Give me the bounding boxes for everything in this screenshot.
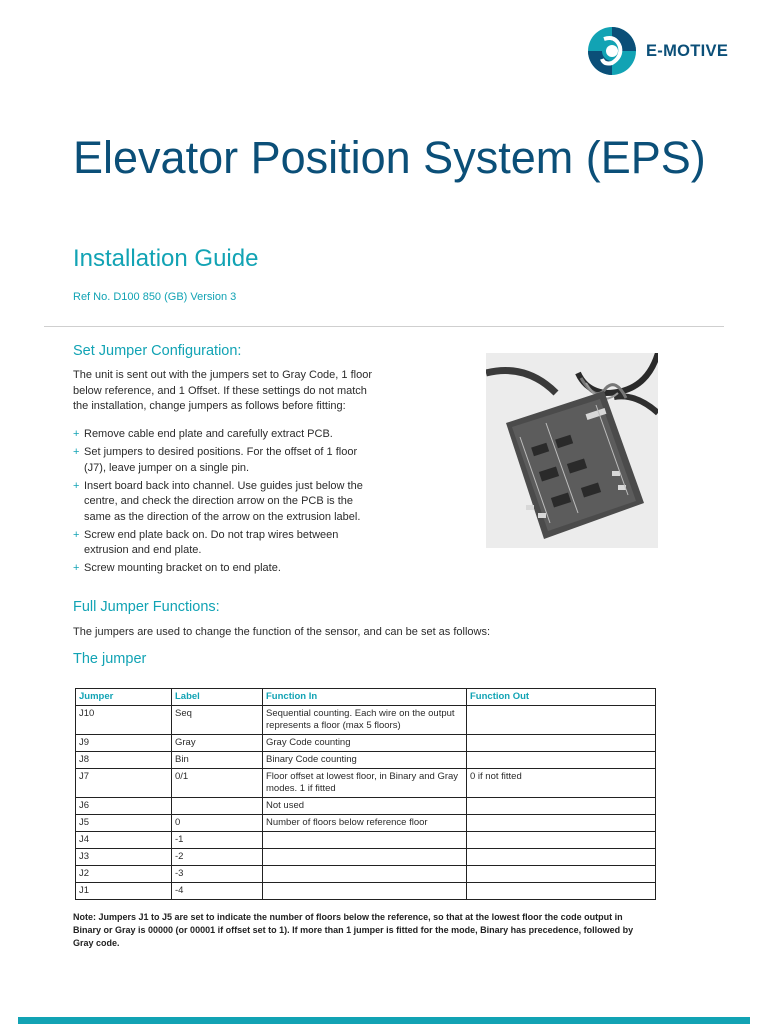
cell-jumper: J1: [76, 883, 172, 900]
cell-jumper: J6: [76, 798, 172, 815]
cell-jumper: J7: [76, 769, 172, 798]
cell-jumper: J2: [76, 866, 172, 883]
cell-label: 0/1: [172, 769, 263, 798]
plus-bullet-icon: +: [73, 445, 80, 458]
cell-jumper: J3: [76, 849, 172, 866]
brand-logo: [586, 25, 734, 77]
cell-label: -3: [172, 866, 263, 883]
table-note: Note: Jumpers J1 to J5 are set to indicate the number of floors below the reference, so that at the lowest floor the code output in Binary or Gray is 00000 (or 00001 if offset set to 1). If more than 1 jumper is fitted for the mode, Binary has precedence, followed by Gray code.: [73, 912, 634, 948]
plus-bullet-icon: +: [73, 428, 80, 440]
cell-function-out: [467, 815, 656, 832]
pcb-photo: [486, 353, 658, 548]
emotive-logo-icon: [586, 25, 638, 77]
cell-function-out: 0 if not fitted: [467, 769, 656, 798]
step-item: [73, 427, 373, 443]
cell-function-out: [467, 706, 656, 735]
table-row: [76, 866, 656, 883]
step-item: [73, 445, 373, 476]
cell-function-in: [263, 883, 467, 900]
step-text: Screw mounting bracket on to end plate.: [84, 562, 281, 575]
table-row: [76, 706, 656, 735]
document-reference: Ref No. D100 850 (GB) Version 3: [73, 291, 237, 303]
table-header-row: [76, 689, 656, 706]
cell-function-in: Floor offset at lowest floor, in Binary and Gray modes. 1 if fitted: [263, 769, 467, 798]
plus-bullet-icon: +: [73, 528, 80, 541]
cell-function-out: [467, 866, 656, 883]
step-text: Remove cable end plate and carefully extract PCB.: [84, 428, 333, 440]
cell-function-out: [467, 752, 656, 769]
table-row: [76, 832, 656, 849]
cell-label: 0: [172, 815, 263, 832]
cell-label: -1: [172, 832, 263, 849]
plus-bullet-icon: +: [73, 562, 80, 575]
step-item: [73, 479, 373, 526]
cell-label: -2: [172, 849, 263, 866]
table-row: [76, 798, 656, 815]
section-heading-jumper-config: Set Jumper Configuration:: [73, 343, 242, 359]
cell-jumper: J4: [76, 832, 172, 849]
cell-label: Bin: [172, 752, 263, 769]
cell-jumper: J5: [76, 815, 172, 832]
jumper-config-steps: [73, 427, 373, 579]
header-divider: [44, 326, 724, 327]
footer-accent-bar: [18, 1017, 750, 1024]
cell-function-in: [263, 849, 467, 866]
cell-label: [172, 798, 263, 815]
jumper-table: [75, 688, 656, 900]
table-row: [76, 735, 656, 752]
brand-name: E-MOTIVE: [646, 41, 729, 60]
step-item: [73, 561, 373, 577]
document-title: Elevator Position System (EPS): [73, 132, 706, 183]
cell-function-out: [467, 798, 656, 815]
cell-function-in: Gray Code counting: [263, 735, 467, 752]
cell-function-in: Not used: [263, 798, 467, 815]
cell-function-out: [467, 735, 656, 752]
jumper-config-intro: The unit is sent out with the jumpers set to Gray Code, 1 floor below reference, and 1 Offset. If these settings do not match the installation, change jumpers as follows before fitting:: [73, 369, 372, 413]
cell-function-in: Number of floors below reference floor: [263, 815, 467, 832]
cell-function-out: [467, 883, 656, 900]
step-item: [73, 528, 373, 559]
cell-jumper: J8: [76, 752, 172, 769]
table-heading: The jumper: [73, 651, 147, 667]
cell-jumper: J9: [76, 735, 172, 752]
cell-label: -4: [172, 883, 263, 900]
header-function-in: Function In: [263, 689, 467, 706]
cell-function-out: [467, 832, 656, 849]
header-function-out: Function Out: [467, 689, 656, 706]
step-text: Screw end plate back on. Do not trap wires between extrusion and end plate.: [84, 528, 339, 557]
table-row: [76, 883, 656, 900]
cell-label: Seq: [172, 706, 263, 735]
cell-function-in: Sequential counting. Each wire on the output represents a floor (max 5 floors): [263, 706, 467, 735]
cell-function-in: [263, 866, 467, 883]
table-row: [76, 849, 656, 866]
functions-paragraph: The jumpers are used to change the function of the sensor, and can be set as follows:: [73, 626, 491, 638]
header-jumper: Jumper: [76, 689, 172, 706]
cell-function-in: Binary Code counting: [263, 752, 467, 769]
document-subtitle: Installation Guide: [73, 245, 259, 272]
table-row: [76, 752, 656, 769]
cell-function-out: [467, 849, 656, 866]
plus-bullet-icon: +: [73, 479, 80, 492]
table-row: [76, 815, 656, 832]
cell-jumper: J10: [76, 706, 172, 735]
section-heading-full-jumper-functions: Full Jumper Functions:: [73, 599, 220, 615]
table-row: [76, 769, 656, 798]
step-text: Set jumpers to desired positions. For the offset of 1 floor (J7), leave jumper on a single pin.: [84, 445, 358, 474]
cell-function-in: [263, 832, 467, 849]
header-label: Label: [172, 689, 263, 706]
step-text: Insert board back into channel. Use guides just below the centre, and check the direction arrow on the PCB is the same as the direction of the arrow on the extrusion label.: [84, 479, 363, 523]
pcb-board-illustration: [486, 353, 658, 548]
cell-label: Gray: [172, 735, 263, 752]
